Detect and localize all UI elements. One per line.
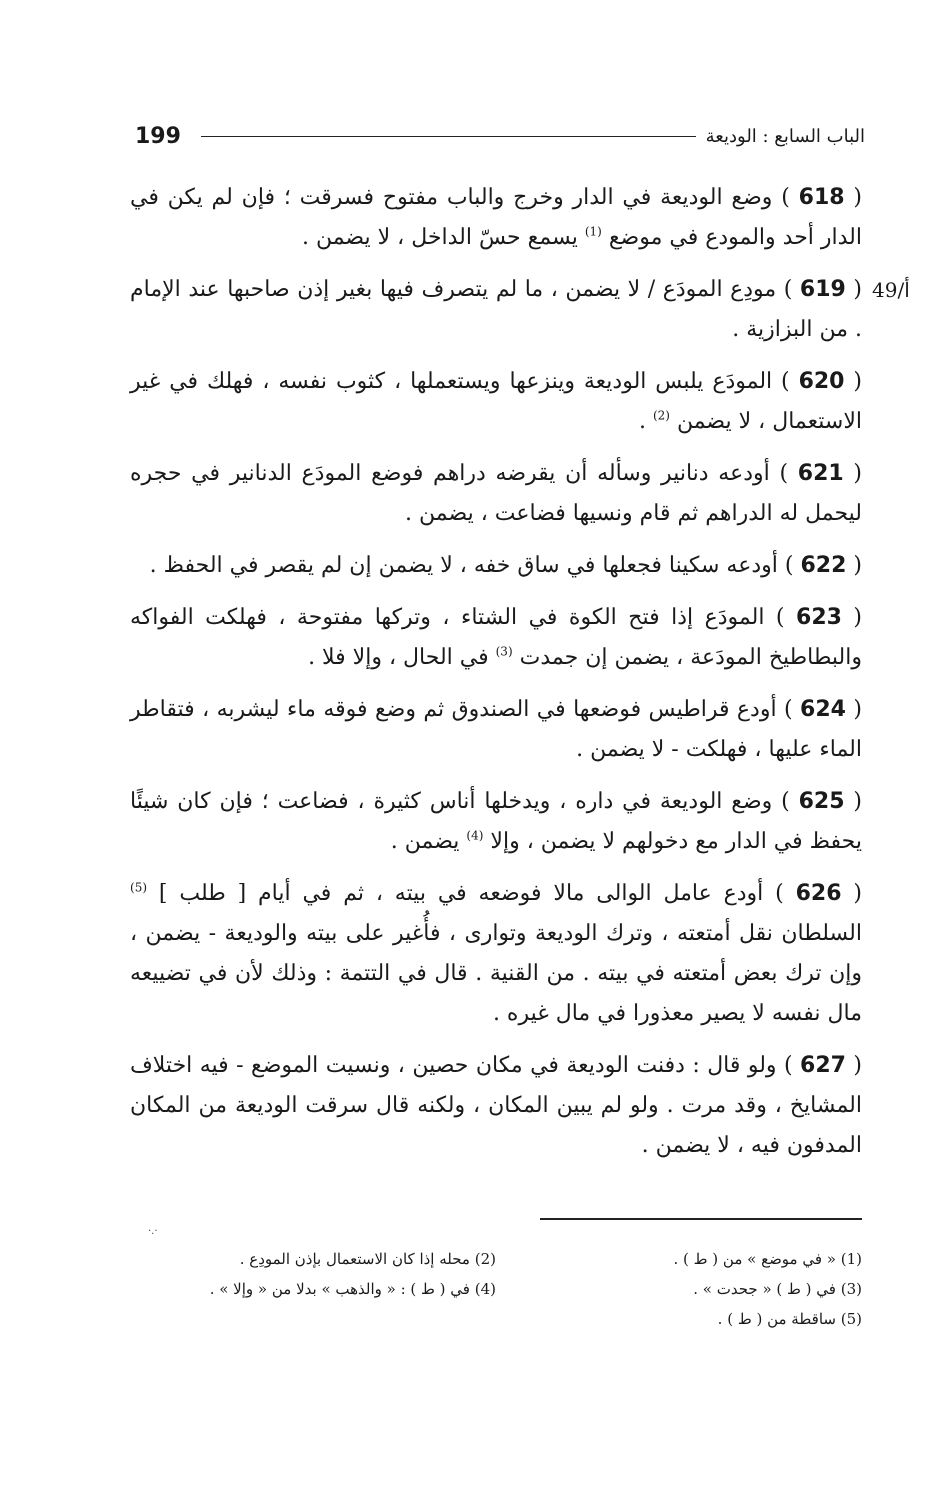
footnote-empty [130,1304,496,1334]
entry-text-cont: في الحال ، وإلا فلا . [308,645,489,670]
entry-text: المودَع إذا فتح الكوة في الشتاء ، وتركها مفتوحة ، فهلكت الفواكه والبطاطيخ المودَعة ، يضمن إن جمدت [130,605,862,670]
entry-621: ( 621 ) أودعه دنانير وسأله أن يقرضه دراهم فوضع المودَع الدنانير في حجره ليحمل له الدراهم ثم قام ونسيها فضاعت ، يضمن . [130,461,862,526]
entry-text-cont: . [638,409,646,434]
entry-619: ( 619 ) مودِع المودَع / لا يضمن ، ما لم يتصرف فيها بغير إذن صاحبها عند الإمام . من البزازية . [130,277,862,342]
entry-625: ( 625 ) وضع الوديعة في داره ، ويدخلها أناس كثيرة ، فضاعت ؛ فإن كان شيئًا يحفظ في الدار مع دخولهم لا يضمن ، وإلا $^{(4)}$ يضمن . [130,789,862,854]
page-header [135,118,865,154]
entry-number: 627 [800,1053,846,1078]
entry-number: 626 [795,881,842,906]
footnote-ref: (1) [584,224,602,239]
entry-number: 620 [798,369,845,394]
footnote-5: (5) ساقطة من ( ط ) . [717,1310,862,1328]
margin-folio-note: 49/أ [872,278,910,302]
entry-text-cont: يسمع حسّ الداخل ، لا يضمن . [301,225,578,250]
entry-number: 618 [798,185,845,210]
entry-626: ( 626 ) أودع عامل الوالى مالا فوضعه في بيته ، ثم في أيام [ طلب ] $^{(5)}$ السلطان نقل أمتعته ، وترك الوديعة وتوارى ، فأُغير على بيته والوديعة - يضمن ، وإن ترك بعض أمتعته في بيته . من القنية . قال في التتمة : وذلك لأن في تضييعه مال نفسه لا يصير معذورا في مال غيره . [130,880,862,1026]
footnote-4: (4) في ( ط ) : « والذهب » بدلا من « وإلا » . [209,1280,496,1298]
footnote-ref: (5) [130,880,148,895]
footnote-3: (3) في ( ط ) « جحدت » . [693,1280,862,1298]
entry-623: ( 623 ) المودَع إذا فتح الكوة في الشتاء ، وتركها مفتوحة ، فهلكت الفواكه والبطاطيخ المودَعة ، يضمن إن جمدت $^{(3)}$ في الحال ، وإلا فلا . [130,605,863,670]
footnote-rule [540,1218,862,1220]
entry-text: أودع قراطيس فوضعها في الصندوق ثم وضع فوقه ماء ليشربه ، فتقاطر الماء عليها ، فهلكت - لا يضمن . [130,697,862,762]
entry-627: ( 627 ) ولو قال : دفنت الوديعة في مكان حصين ، ونسيت الموضع - فيه اختلاف المشايخ ، وقد مرت . ولو لم يبين المكان ، ولكنه قال سرقت الوديعة من المكان المدفون فيه ، لا يضمن . [130,1053,862,1158]
entry-text: المودَع يلبس الوديعة وينزعها ويستعملها ، كثوب نفسه ، فهلك في غير الاستعمال ، لا يضمن [130,369,862,434]
header-rule [201,136,696,137]
entry-number: 621 [797,461,844,486]
entry-text-cont: السلطان نقل أمتعته ، وترك الوديعة وتوارى ، فأُغير على بيته والوديعة - يضمن ، وإن ترك بعض أمتعته في بيته . من القنية . قال في التتمة : وذلك لأن في تضييعه مال نفسه لا يصير معذورا في مال غيره . [130,921,862,1026]
entry-text-cont: يضمن . [390,829,460,854]
entry-text: مودِع المودَع / لا يضمن ، ما لم يتصرف فيها بغير إذن صاحبها عند الإمام . من البزازية . [130,277,862,342]
entry-text: أودعه سكينا فجعلها في ساق خفه ، لا يضمن إن لم يقصر في الحفظ . [149,553,778,578]
footnote-row [130,1244,862,1274]
print-speck: ·.· [148,1226,158,1237]
page-number: 199 [135,123,181,149]
entry-text: أودعه دنانير وسأله أن يقرضه دراهم فوضع المودَع الدنانير في حجره ليحمل له الدراهم ثم قام ونسيها فضاعت ، يضمن . [130,461,862,526]
footnotes [130,1244,862,1334]
footnote-2: (2) محله إذا كان الاستعمال بإذن المودِع . [239,1250,496,1268]
entry-text: وضع الوديعة في داره ، ويدخلها أناس كثيرة ، فضاعت ؛ فإن كان شيئًا يحفظ في الدار مع دخولهم لا يضمن ، وإلا [130,789,862,854]
entry-text: ولو قال : دفنت الوديعة في مكان حصين ، ونسيت الموضع - فيه اختلاف المشايخ ، وقد مرت . ولو لم يبين المكان ، ولكنه قال سرقت الوديعة من المكان المدفون فيه ، لا يضمن . [130,1053,862,1158]
entry-text: وضع الوديعة في الدار وخرج والباب مفتوح فسرقت ؛ فإن لم يكن في الدار أحد والمودع في موضع [130,185,862,250]
entry-number: 623 [796,605,842,630]
entry-number: 622 [800,553,847,578]
footnote-row [130,1304,862,1334]
body-text [130,178,862,1178]
entry-620: ( 620 ) المودَع يلبس الوديعة وينزعها ويستعملها ، كثوب نفسه ، فهلك في غير الاستعمال ، لا يضمن $^{(2)}$ . [130,369,862,434]
entry-622: ( 622 ) أودعه سكينا فجعلها في ساق خفه ، لا يضمن إن لم يقصر في الحفظ . [149,553,862,578]
entry-number: 625 [798,789,845,814]
entry-number: 624 [800,697,846,722]
footnote-ref: (2) [652,408,670,423]
entry-618: ( 618 ) وضع الوديعة في الدار وخرج والباب مفتوح فسرقت ؛ فإن لم يكن في الدار أحد والمودع في موضع $^{(1)}$ يسمع حسّ الداخل ، لا يضمن . [130,185,862,250]
footnote-ref: (3) [495,644,513,659]
footnote-row [130,1274,862,1304]
footnote-1: (1) « في موضع » من ( ط ) . [673,1250,862,1268]
entry-text: أودع عامل الوالى مالا فوضعه في بيته ، ثم في أيام [ طلب ] [158,881,764,906]
entry-number: 619 [799,277,846,302]
footnote-ref: (4) [466,828,484,843]
entry-624: ( 624 ) أودع قراطيس فوضعها في الصندوق ثم وضع فوقه ماء ليشربه ، فتقاطر الماء عليها ، فهلكت - لا يضمن . [130,697,862,762]
running-title: الباب السابع : الوديعة [705,125,865,147]
